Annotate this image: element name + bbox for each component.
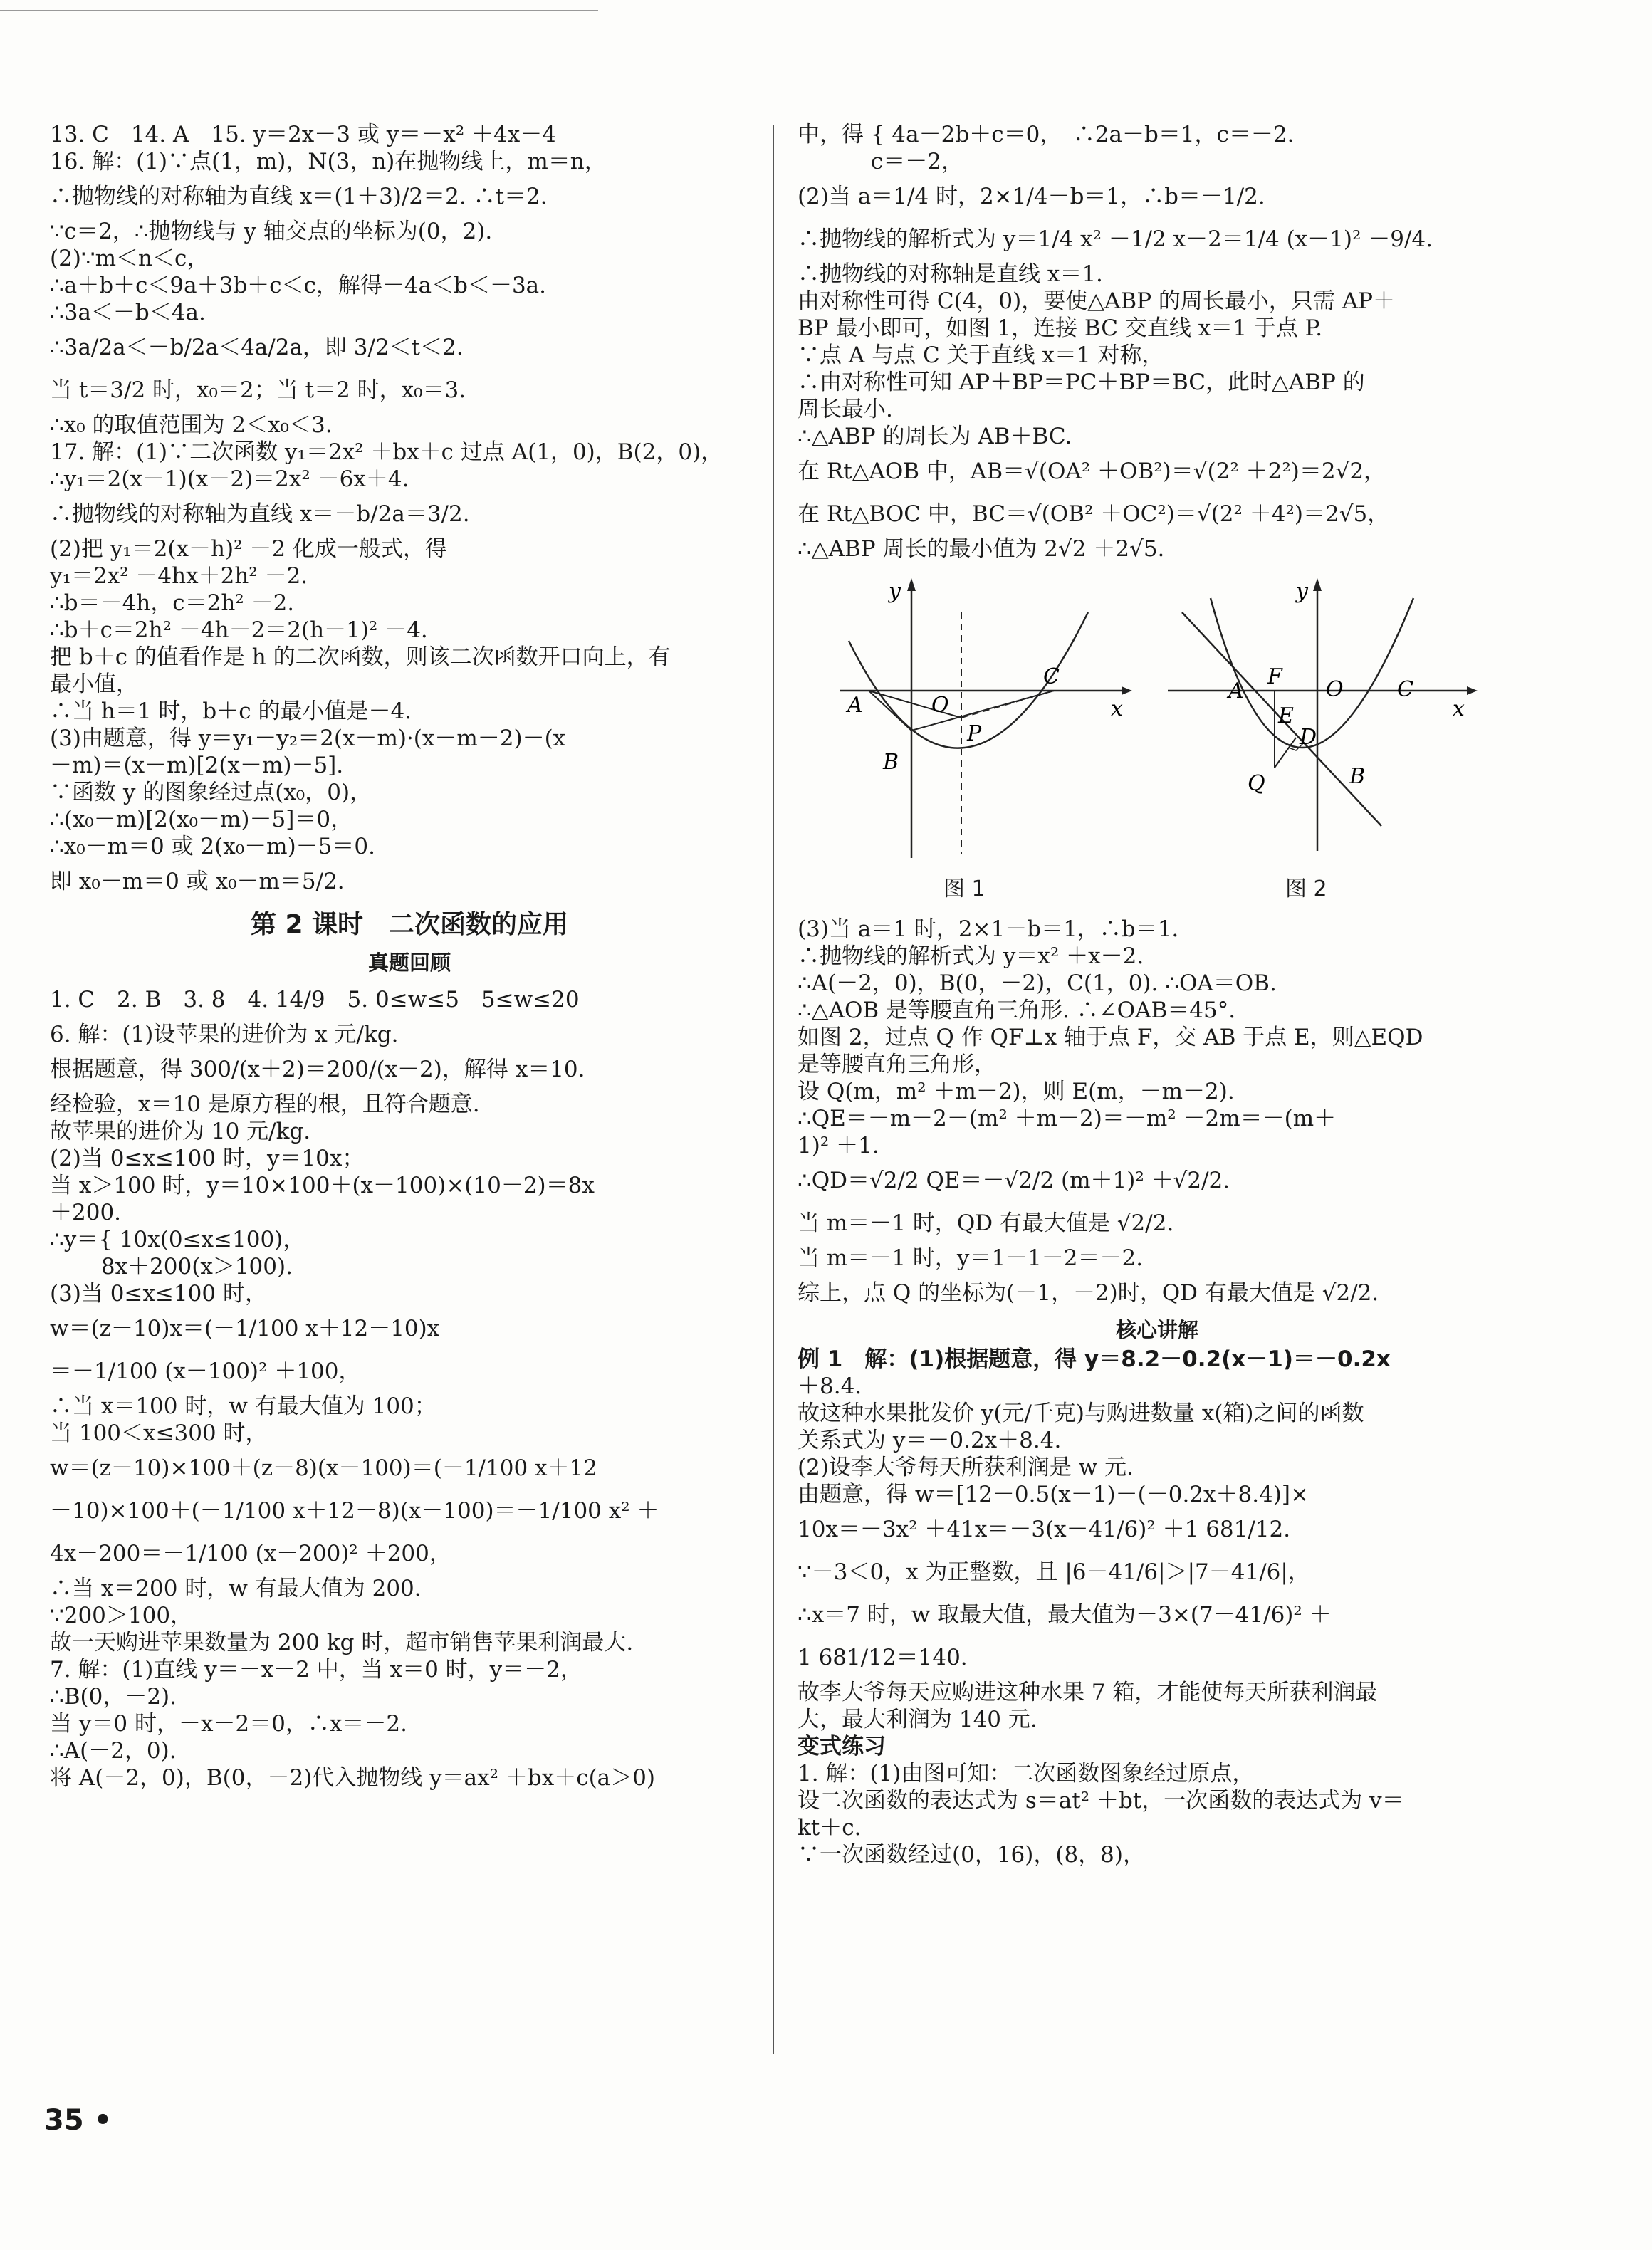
text-line: ＋200. — [50, 1200, 122, 1225]
fig2-label-E: E — [1278, 703, 1294, 728]
text-line: 即 x₀－m＝0 或 x₀－m＝5/2. — [50, 869, 345, 894]
text-line: 是等腰直角三角形， — [798, 1052, 996, 1077]
text-line: 1. 解：(1)由图可知：二次函数图象经过原点， — [798, 1761, 1255, 1786]
text-line: ∵c＝2，∴抛物线与 y 轴交点的坐标为(0，2). — [50, 219, 493, 244]
fig2-label-Q: Q — [1248, 771, 1265, 796]
text-line: 17. 解：(1)∵二次函数 y₁＝2x² ＋bx＋c 过点 A(1，0)，B(2，0)， — [50, 439, 723, 465]
text-line: 综上，点 Q 的坐标为(－1，－2)时，QD 有最大值是 √2/2. — [798, 1280, 1379, 1306]
text-line: 真题回顾 — [367, 951, 451, 975]
text-line: ∴抛物线的解析式为 y＝x² ＋x－2. — [798, 943, 1144, 969]
text-line: 故苹果的进价为 10 元/kg. — [50, 1119, 311, 1144]
text-line: 在 Rt△AOB 中，AB＝√(OA² ＋OB²)＝√(2² ＋2²)＝2√2， — [798, 459, 1386, 484]
text-line: ＋8.4. — [798, 1373, 862, 1399]
fig2-label-F: F — [1267, 664, 1282, 689]
text-line: ∴y₁＝2(x－1)(x－2)＝2x² －6x＋4. — [50, 466, 409, 492]
text-line: (3)当 0≤x≤100 时， — [50, 1281, 267, 1307]
text-line: ∵－3＜0，x 为正整数，且 |6－41/6|＞|7－41/6|， — [798, 1559, 1310, 1585]
text-line: 16. 解：(1)∵点(1，m)，N(3，n)在抛物线上，m＝n， — [50, 149, 607, 174]
text-line: (2)当 a＝1/4 时，2×1/4－b＝1，∴b＝－1/2. — [798, 184, 1265, 209]
text-line: y₁＝2x² －4hx＋2h² －2. — [50, 563, 308, 589]
fig1-label-C: C — [1043, 664, 1060, 689]
text-line: ∴当 h＝1 时，b＋c 的最小值是－4. — [50, 698, 412, 724]
fig2-label-y: y — [1296, 579, 1308, 604]
text-line: ∴B(0，－2). — [50, 1684, 177, 1710]
text-line: 故这种水果批发价 y(元/千克)与购进数量 x(箱)之间的函数 — [798, 1401, 1364, 1426]
text-line: 根据题意，得 300/(x＋2)＝200/(x－2)，解得 x＝10. — [50, 1057, 585, 1082]
text-line: ∴3a/2a＜－b/2a＜4a/2a，即 3/2＜t＜2. — [50, 335, 464, 360]
right-bottom-text — [798, 916, 1517, 1868]
top-rule — [0, 10, 598, 11]
text-line: －m)＝(x－m)[2(x－m)－5]. — [50, 753, 344, 778]
text-line: 例 1 解：(1)根据题意，得 y＝8.2－0.2(x－1)＝－0.2x — [798, 1346, 1391, 1372]
fig2-label-C: C — [1397, 677, 1413, 702]
text-line: ∴抛物线的解析式为 y＝1/4 x² －1/2 x－2＝1/4 (x－1)² －9/4. — [798, 226, 1433, 252]
text-line: 设 Q(m，m² ＋m－2)，则 E(m，－m－2). — [798, 1079, 1235, 1104]
fig2-label-A: A — [1228, 679, 1244, 703]
text-line: ∵点 A 与点 C 关于直线 x＝1 对称， — [798, 342, 1164, 368]
fig1-PC — [961, 691, 1054, 718]
text-line: 当 y＝0 时，－x－2＝0，∴x＝－2. — [50, 1711, 407, 1737]
text-line: ∴△ABP 周长的最小值为 2√2 ＋2√5. — [798, 536, 1165, 562]
text-line: ∵函数 y 的图象经过点(x₀，0)， — [50, 780, 372, 805]
text-line: 当 m＝－1 时，y＝1－1－2＝－2. — [798, 1245, 1144, 1271]
text-line: 如图 2，过点 Q 作 QF⊥x 轴于点 F，交 AB 于点 E，则△EQD — [798, 1025, 1423, 1050]
text-line: ＝－1/100 (x－100)² ＋100， — [50, 1359, 361, 1384]
text-line: ∴x₀－m＝0 或 2(x₀－m)－5＝0. — [50, 834, 375, 859]
text-line: (2)当 0≤x≤100 时，y＝10x； — [50, 1146, 365, 1171]
text-line: 经检验，x＝10 是原方程的根，且符合题意. — [50, 1092, 480, 1117]
fig2-QD — [1275, 738, 1296, 768]
text-line: ∴△ABP 的周长为 AB＋BC. — [798, 424, 1072, 449]
text-line: ∴抛物线的对称轴为直线 x＝(1＋3)/2＝2. ∴t＝2. — [50, 184, 548, 209]
text-line: ∴当 x＝200 时，w 有最大值为 200. — [50, 1576, 422, 1601]
text-line: ∴y＝{ 10x(0≤x≤100)， — [50, 1227, 305, 1252]
text-line: ∴△AOB 是等腰直角三角形. ∴∠OAB＝45°. — [798, 998, 1236, 1023]
text-line: ∴b＋c＝2h² －4h－2＝2(h－1)² －4. — [50, 617, 428, 643]
text-line: 13. C 14. A 15. y＝2x－3 或 y＝－x² ＋4x－4 — [50, 122, 556, 147]
fig2-label-x: x — [1453, 696, 1465, 721]
text-line: 故李大爷每天应购进这种水果 7 箱，才能使每天所获利润最 — [798, 1680, 1378, 1705]
text-line: (3)由题意，得 y＝y₁－y₂＝2(x－m)·(x－m－2)－(x — [50, 726, 566, 751]
text-line: 周长最小. — [798, 397, 893, 422]
fig2-label-B: B — [1349, 764, 1366, 789]
text-line: 当 t＝3/2 时，x₀＝2；当 t＝2 时，x₀＝3. — [50, 377, 466, 403]
text-line: 由题意，得 w＝[12－0.5(x－1)－(－0.2x＋8.4)]× — [798, 1482, 1309, 1507]
text-line: ∴b＝－4h，c＝2h² －2. — [50, 590, 295, 616]
text-line: w＝(z－10)x＝(－1/100 x＋12－10)x — [50, 1316, 440, 1341]
text-line: ∴a＋b＋c＜9a＋3b＋c＜c，解得－4a＜b＜－3a. — [50, 273, 547, 298]
text-line: 当 100＜x≤300 时， — [50, 1420, 268, 1446]
text-line: ∴由对称性可知 AP＋BP＝PC＋BP＝BC，此时△ABP 的 — [798, 370, 1365, 395]
left-column — [50, 121, 769, 1791]
text-line: ∴抛物线的对称轴为直线 x＝－b/2a＝3/2. — [50, 501, 470, 527]
text-line: 故一天购进苹果数量为 200 kg 时，超市销售苹果利润最大. — [50, 1630, 634, 1655]
fig1-label-B: B — [883, 750, 899, 775]
text-line: 当 m＝－1 时，QD 有最大值是 √2/2. — [798, 1210, 1174, 1236]
column-divider — [773, 125, 774, 2054]
text-line: 大，最大利润为 140 元. — [798, 1707, 1037, 1732]
text-line: ∴A(－2，0)，B(0，－2)，C(1，0). ∴OA＝OB. — [798, 970, 1277, 996]
text-line: 中，得 { 4a－2b＋c＝0， ∴2a－b＝1，c＝－2. — [798, 122, 1295, 147]
fig1-label-O: O — [931, 693, 949, 718]
text-line: ∵一次函数经过(0，16)，(8，8)， — [798, 1842, 1145, 1868]
text-line: ∴QE＝－m－2－(m² ＋m－2)＝－m² －2m＝－(m＋ — [798, 1106, 1337, 1131]
text-line: ∴3a＜－b＜4a. — [50, 300, 206, 325]
text-line: 4x－200＝－1/100 (x－200)² ＋200， — [50, 1541, 451, 1566]
text-line: 7. 解：(1)直线 y＝－x－2 中，当 x＝0 时，y＝－2， — [50, 1657, 582, 1683]
text-line: 在 Rt△BOC 中，BC＝√(OB² ＋OC²)＝√(2² ＋4²)＝2√5， — [798, 501, 1390, 527]
text-line: 10x＝－3x² ＋41x＝－3(x－41/6)² ＋1 681/12. — [798, 1517, 1291, 1542]
page-number: 35 • — [44, 2104, 113, 2137]
text-line: 关系式为 y＝－0.2x＋8.4. — [798, 1428, 1062, 1453]
text-line: 1. C 2. B 3. 8 4. 14/9 5. 0≤w≤5 5≤w≤20 — [50, 987, 580, 1012]
text-line: ∴抛物线的对称轴是直线 x＝1. — [798, 261, 1103, 287]
text-line: －10)×100＋(－1/100 x＋12－8)(x－100)＝－1/100 x² ＋ — [50, 1498, 659, 1524]
text-line: ∴x＝7 时，w 取最大值，最大值为－3×(7－41/6)² ＋ — [798, 1602, 1332, 1628]
figure-1 — [840, 570, 1139, 869]
text-line: 当 x＞100 时，y＝10×100＋(x－100)×(10－2)＝8x — [50, 1173, 595, 1198]
figure-2-caption: 图 2 — [1285, 877, 1327, 901]
figure-2 — [1168, 570, 1481, 869]
text-line: (2)设李大爷每天所获利润是 w 元. — [798, 1455, 1134, 1480]
text-line: BP 最小即可，如图 1，连接 BC 交直线 x＝1 于点 P. — [798, 315, 1323, 341]
text-line: ∴QD＝√2/2 QE＝－√2/2 (m＋1)² ＋√2/2. — [798, 1168, 1230, 1193]
text-line: ∴当 x＝100 时，w 有最大值为 100； — [50, 1393, 436, 1419]
fig2-label-D: D — [1300, 725, 1317, 750]
right-top-text — [798, 121, 1517, 562]
text-line: (2)把 y₁＝2(x－h)² －2 化成一般式，得 — [50, 536, 447, 562]
text-line: 8x＋200(x＞100). — [50, 1254, 293, 1280]
fig2-label-O: O — [1326, 677, 1344, 702]
text-line: ∴(x₀－m)[2(x₀－m)－5]＝0， — [50, 807, 353, 832]
text-line: ∵200＞100， — [50, 1603, 193, 1628]
fig1-label-P: P — [967, 721, 982, 746]
text-line: 6. 解：(1)设苹果的进价为 x 元/kg. — [50, 1022, 399, 1047]
figures — [798, 570, 1517, 911]
text-line: (3)当 a＝1 时，2×1－b＝1，∴b＝1. — [798, 916, 1179, 942]
text-line: ∴A(－2，0). — [50, 1738, 177, 1764]
text-line: (2)∵m＜n＜c， — [50, 246, 209, 271]
text-line: kt＋c. — [798, 1815, 862, 1841]
text-line: ∴x₀ 的取值范围为 2＜x₀＜3. — [50, 412, 333, 438]
text-line: 将 A(－2，0)，B(0，－2)代入抛物线 y＝ax² ＋bx＋c(a＞0) — [50, 1765, 655, 1791]
text-line: 1 681/12＝140. — [798, 1645, 968, 1670]
text-line: w＝(z－10)×100＋(z－8)(x－100)＝(－1/100 x＋12 — [50, 1455, 597, 1481]
fig1-label-x: x — [1111, 696, 1123, 721]
figure-1-caption: 图 1 — [943, 877, 986, 901]
text-line: 第 2 课时 二次函数的应用 — [250, 910, 569, 939]
text-line: c＝－2， — [798, 149, 963, 174]
right-column — [798, 121, 1517, 1868]
fig1-label-y: y — [889, 579, 901, 604]
text-line: 设二次函数的表达式为 s＝at² ＋bt，一次函数的表达式为 v＝ — [798, 1788, 1404, 1814]
text-line: 由对称性可得 C(4，0)，要使△ABP 的周长最小，只需 AP＋ — [798, 288, 1396, 314]
fig1-label-A: A — [847, 693, 863, 718]
text-line: 1)² ＋1. — [798, 1133, 879, 1158]
text-line: 把 b＋c 的值看作是 h 的二次函数，则该二次函数开口向上，有 — [50, 644, 671, 670]
text-line: 变式练习 — [798, 1734, 886, 1759]
text-line: 最小值， — [50, 671, 138, 697]
text-line: 核心讲解 — [1115, 1318, 1198, 1342]
